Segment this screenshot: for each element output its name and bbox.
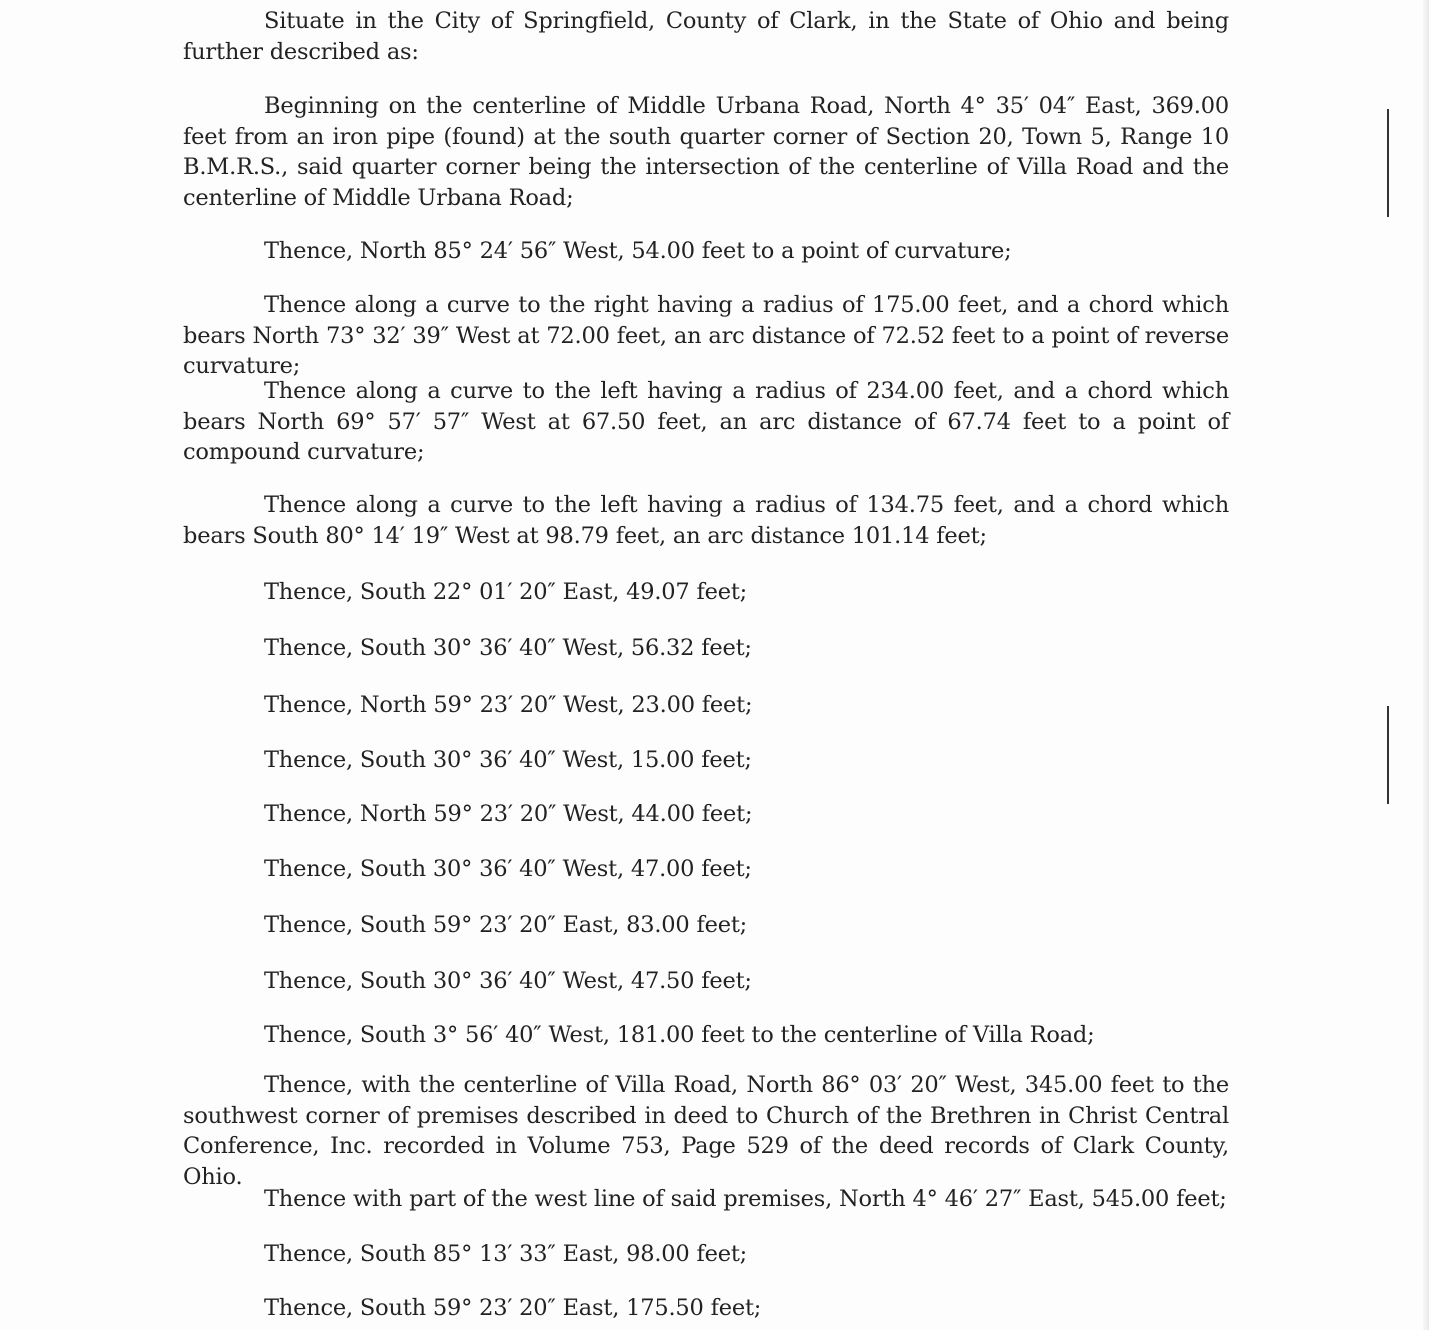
paragraph-course-9: Thence, South 30° 36′ 40″ West, 47.50 feet;	[264, 968, 752, 994]
paragraph-beginning: Beginning on the centerline of Middle Urbana Road, North 4° 35′ 04″ East, 369.00 feet from an iron pipe (found) at the south quarter corner of Section 20, Town 5, Range 10 B.M.R.S., said quarter corner being the intersection of the centerline of Villa Road and the centerline of Middle Urbana Road;	[183, 93, 1229, 211]
paragraph-intro: Situate in the City of Springfield, County of Clark, in the State of Ohio and being further described as:	[183, 8, 1229, 65]
revision-bar-middle	[1387, 706, 1389, 804]
paragraph-villa-road: Thence, with the centerline of Villa Road, North 86° 03′ 20″ West, 345.00 feet to the southwest corner of premises described in deed to Church of the Brethren in Christ Central Conference, Inc. recorded in Volume 753, Page 529 of the deed records of Clark County, Ohio.	[183, 1072, 1229, 1190]
scan-edge-shadow	[1423, 0, 1429, 1330]
paragraph-course-1: Thence, North 85° 24′ 56″ West, 54.00 feet to a point of curvature;	[264, 238, 1012, 264]
paragraph-course-6: Thence, North 59° 23′ 20″ West, 44.00 feet;	[264, 801, 753, 827]
paragraph-curve-right: Thence along a curve to the right having a radius of 175.00 feet, and a chord which bears North 73° 32′ 39″ West at 72.00 feet, an arc distance of 72.52 feet to a point of reverse curvature;	[183, 292, 1229, 379]
paragraph-course-8: Thence, South 59° 23′ 20″ East, 83.00 feet;	[264, 912, 748, 938]
paragraph-course-4: Thence, North 59° 23′ 20″ West, 23.00 feet;	[264, 692, 753, 718]
paragraph-course-11: Thence, South 85° 13′ 33″ East, 98.00 feet;	[264, 1241, 748, 1267]
paragraph-course-2: Thence, South 22° 01′ 20″ East, 49.07 feet;	[264, 579, 748, 605]
revision-bar-top	[1387, 109, 1389, 217]
paragraph-course-5: Thence, South 30° 36′ 40″ West, 15.00 feet;	[264, 747, 752, 773]
paragraph-course-3: Thence, South 30° 36′ 40″ West, 56.32 feet;	[264, 635, 752, 661]
paragraph-west-line: Thence with part of the west line of said premises, North 4° 46′ 27″ East, 545.00 feet;	[264, 1186, 1227, 1212]
paragraph-course-10: Thence, South 3° 56′ 40″ West, 181.00 feet to the centerline of Villa Road;	[264, 1022, 1095, 1048]
paragraph-course-12: Thence, South 59° 23′ 20″ East, 175.50 feet;	[264, 1295, 762, 1321]
paragraph-curve-left-1: Thence along a curve to the left having a radius of 234.00 feet, and a chord which bears North 69° 57′ 57″ West at 67.50 feet, an arc distance of 67.74 feet to a point of compound curvature;	[183, 378, 1229, 465]
paragraph-course-7: Thence, South 30° 36′ 40″ West, 47.00 feet;	[264, 856, 752, 882]
paragraph-curve-left-2: Thence along a curve to the left having a radius of 134.75 feet, and a chord which bears South 80° 14′ 19″ West at 98.79 feet, an arc distance 101.14 feet;	[183, 492, 1229, 549]
